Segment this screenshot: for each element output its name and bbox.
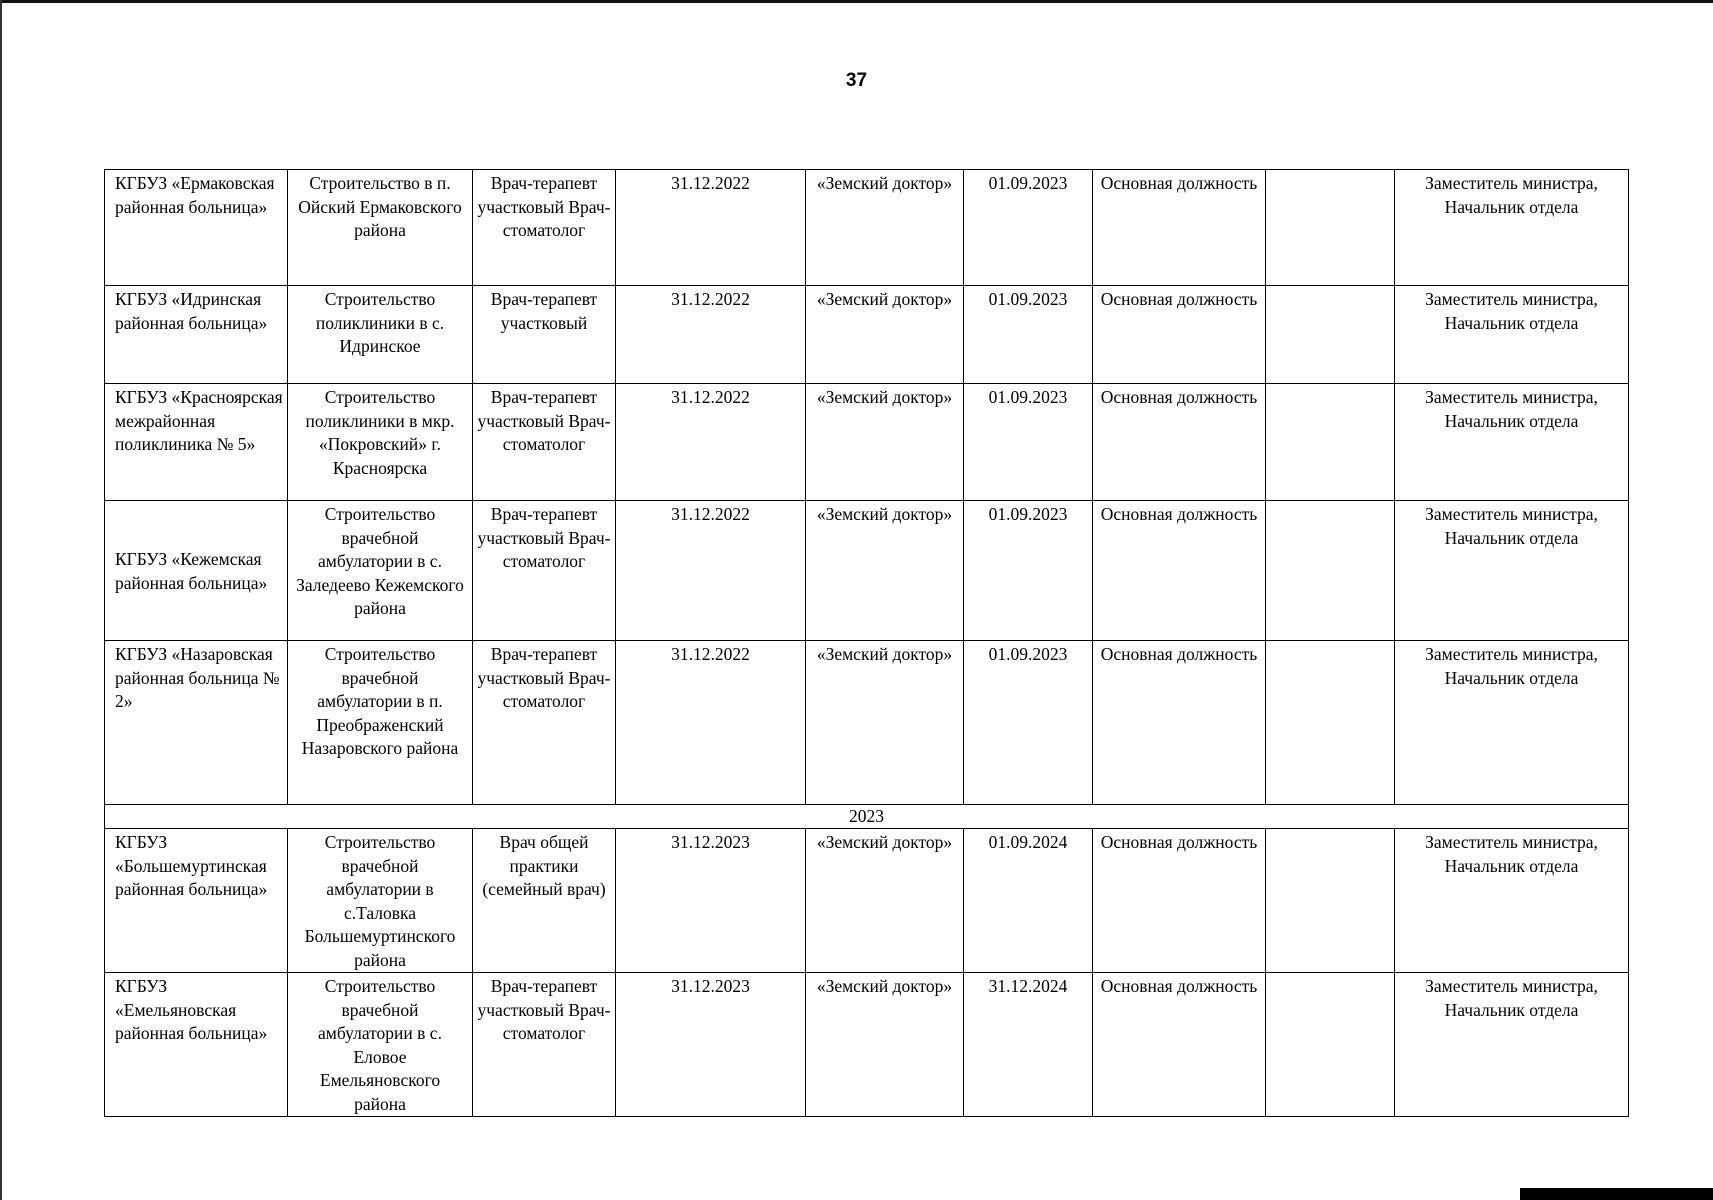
responsible-cell: Заместитель министра, Начальник отдела [1395, 170, 1629, 286]
responsible-cell: Заместитель министра, Начальник отдела [1395, 641, 1629, 805]
empty-cell [1266, 641, 1395, 805]
table-row [105, 973, 1629, 1117]
scan-edge-top [0, 0, 1713, 3]
position-cell: Врач-терапевт участковый Врач-стоматолог [473, 384, 616, 501]
scan-edge-bottom [1520, 1188, 1713, 1200]
empty-cell [1266, 170, 1395, 286]
org-cell: КГБУЗ «Идринская районная больница» [105, 286, 288, 384]
position-cell: Врач-терапевт участковый Врач-стоматолог [473, 641, 616, 805]
project-cell: Строительство поликлиники в мкр. «Покровский» г. Красноярска [288, 384, 473, 501]
program-cell: «Земский доктор» [806, 973, 964, 1117]
start-date-cell: 01.09.2023 [964, 384, 1093, 501]
responsible-cell: Заместитель министра, Начальник отдела [1395, 384, 1629, 501]
org-cell: КГБУЗ «Кежемская районная больница» [105, 501, 288, 641]
employment-cell: Основная должность [1093, 973, 1266, 1117]
scan-edge-left [0, 0, 2, 1200]
table-row [105, 829, 1629, 973]
program-cell: «Земский доктор» [806, 170, 964, 286]
table-row [105, 286, 1629, 384]
start-date-cell: 01.09.2023 [964, 170, 1093, 286]
project-cell: Строительство поликлиники в с. Идринское [288, 286, 473, 384]
deadline-cell: 31.12.2022 [616, 286, 806, 384]
empty-cell [1266, 384, 1395, 501]
employment-cell: Основная должность [1093, 829, 1266, 973]
table-row [105, 641, 1629, 805]
start-date-cell: 01.09.2023 [964, 501, 1093, 641]
year-section-row [105, 805, 1629, 829]
employment-cell: Основная должность [1093, 501, 1266, 641]
page-number: 37 [845, 70, 868, 91]
org-cell: КГБУЗ «Ермаковская районная больница» [105, 170, 288, 286]
org-cell: КГБУЗ «Емельяновская районная больница» [105, 973, 288, 1117]
program-cell: «Земский доктор» [806, 286, 964, 384]
responsible-cell: Заместитель министра, Начальник отдела [1395, 829, 1629, 973]
employment-cell: Основная должность [1093, 641, 1266, 805]
responsible-cell: Заместитель министра, Начальник отдела [1395, 973, 1629, 1117]
responsible-cell: Заместитель министра, Начальник отдела [1395, 501, 1629, 641]
start-date-cell: 01.09.2023 [964, 641, 1093, 805]
deadline-cell: 31.12.2023 [616, 973, 806, 1117]
project-cell: Строительство врачебной амбулатории в с. Еловое Емельяновского района [288, 973, 473, 1117]
deadline-cell: 31.12.2022 [616, 501, 806, 641]
employment-cell: Основная должность [1093, 286, 1266, 384]
employment-cell: Основная должность [1093, 170, 1266, 286]
program-cell: «Земский доктор» [806, 641, 964, 805]
document-table [104, 169, 1629, 1117]
empty-cell [1266, 501, 1395, 641]
start-date-cell: 31.12.2024 [964, 973, 1093, 1117]
project-cell: Строительство врачебной амбулатории в с.Таловка Большемуртинского района [288, 829, 473, 973]
position-cell: Врач общей практики (семейный врач) [473, 829, 616, 973]
program-cell: «Земский доктор» [806, 384, 964, 501]
deadline-cell: 31.12.2023 [616, 829, 806, 973]
position-cell: Врач-терапевт участковый [473, 286, 616, 384]
table-row [105, 501, 1629, 641]
program-cell: «Земский доктор» [806, 829, 964, 973]
org-cell: КГБУЗ «Большемуртинская районная больница» [105, 829, 288, 973]
deadline-cell: 31.12.2022 [616, 170, 806, 286]
table-row [105, 170, 1629, 286]
position-cell: Врач-терапевт участковый Врач-стоматолог [473, 170, 616, 286]
deadline-cell: 31.12.2022 [616, 641, 806, 805]
org-cell: КГБУЗ «Назаровская районная больница № 2» [105, 641, 288, 805]
deadline-cell: 31.12.2022 [616, 384, 806, 501]
position-cell: Врач-терапевт участковый Врач-стоматолог [473, 501, 616, 641]
employment-cell: Основная должность [1093, 384, 1266, 501]
project-cell: Строительство врачебной амбулатории в п. Преображенский Назаровского района [288, 641, 473, 805]
table-row [105, 384, 1629, 501]
responsible-cell: Заместитель министра, Начальник отдела [1395, 286, 1629, 384]
empty-cell [1266, 286, 1395, 384]
org-cell: КГБУЗ «Красноярская межрайонная поликлиника № 5» [105, 384, 288, 501]
position-cell: Врач-терапевт участковый Врач-стоматолог [473, 973, 616, 1117]
start-date-cell: 01.09.2024 [964, 829, 1093, 973]
empty-cell [1266, 829, 1395, 973]
start-date-cell: 01.09.2023 [964, 286, 1093, 384]
project-cell: Строительство в п. Ойский Ермаковского района [288, 170, 473, 286]
project-cell: Строительство врачебной амбулатории в с. Заледеево Кежемского района [288, 501, 473, 641]
program-cell: «Земский доктор» [806, 501, 964, 641]
section-year: 2023 [105, 805, 1629, 829]
empty-cell [1266, 973, 1395, 1117]
